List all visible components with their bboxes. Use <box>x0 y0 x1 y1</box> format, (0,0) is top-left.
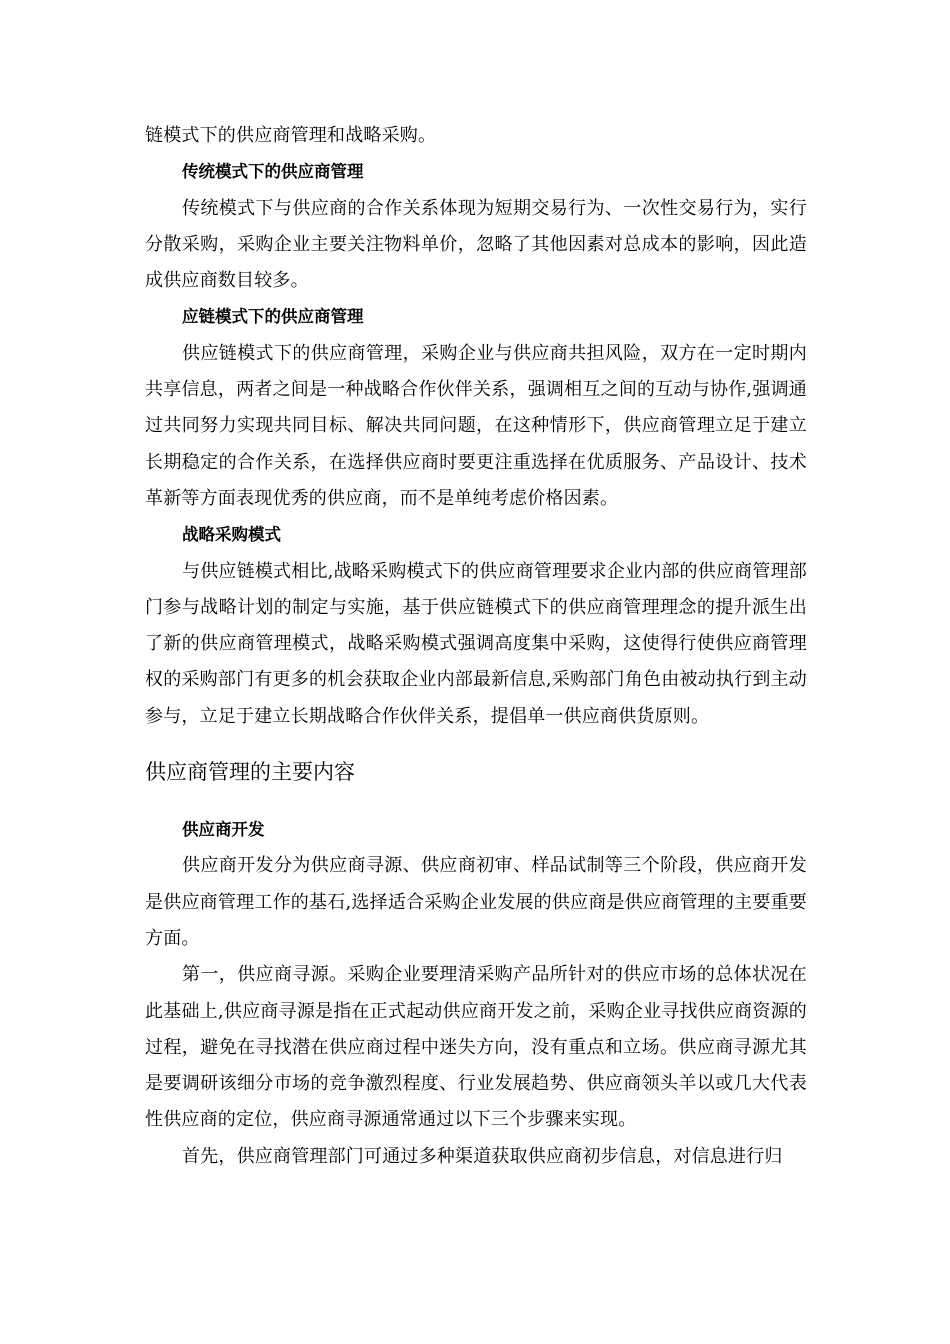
subheading-supply-chain-mode: 应链模式下的供应商管理 <box>182 307 364 327</box>
paragraph-first-step: 首先，供应商管理部门可通过多种渠道获取供应商初步信息，对信息进行归 <box>182 1145 783 1167</box>
subheading-traditional-mode: 传统模式下的供应商管理 <box>182 162 364 182</box>
paragraph-traditional-mode: 传统模式下与供应商的合作关系体现为短期交易行为、一次性交易行为，实行分散采购，采购企业主要关注物料单价，忽略了其他因素对总成本的影响，因此造成供应商数目较多。 <box>145 197 807 292</box>
paragraph-supply-chain-mode: 供应链模式下的供应商管理，采购企业与供应商共担风险，双方在一定时期内共享信息，两者之间是一种战略合作伙伴关系，强调相互之间的互动与协作,强调通过共同努力实现共同目标、解决共同问题，在这种情形下，供应商管理立足于建立长期稳定的合作关系，在选择供应商时要更注重选择在优质服务、产品设计、技术革新等方面表现优秀的供应商，而不是单纯考虑价格因素。 <box>145 342 807 509</box>
paragraph-intro-continuation: 链模式下的供应商管理和战略采购。 <box>145 125 437 146</box>
paragraph-supplier-sourcing: 第一，供应商寻源。采购企业要理清采购产品所针对的供应市场的总体状况在此基础上,供应商寻源是指在正式起动供应商开发之前，采购企业寻找供应商资源的过程，避免在寻找潜在供应商过程中迷失方向，没有重点和立场。供应商寻源尤其是要调研该细分市场的竞争激烈程度、行业发展趋势、供应商领头羊以或几大代表性供应商的定位，供应商寻源通常通过以下三个步骤来实现。 <box>145 964 807 1131</box>
subheading-supplier-development: 供应商开发 <box>182 820 265 840</box>
paragraph-strategic-procurement: 与供应链模式相比,战略采购模式下的供应商管理要求企业内部的供应商管理部门参与战略计划的制定与实施，基于供应链模式下的供应商管理理念的提升派生出了新的供应商管理模式，战略采购模式强调高度集中采购，这使得行使供应商管理权的采购部门有更多的机会获取企业内部最新信息,采购部门角色由被动执行到主动参与，立足于建立长期战略合作伙伴关系，提倡单一供应商供货原则。 <box>145 560 807 727</box>
paragraph-supplier-development: 供应商开发分为供应商寻源、供应商初审、样品试制等三个阶段，供应商开发是供应商管理工作的基石,选择适合采购企业发展的供应商是供应商管理的主要重要方面。 <box>145 855 807 949</box>
section-title-main-content: 供应商管理的主要内容 <box>145 760 355 785</box>
document-page <box>145 118 807 1175</box>
subheading-strategic-procurement: 战略采购模式 <box>182 525 281 545</box>
